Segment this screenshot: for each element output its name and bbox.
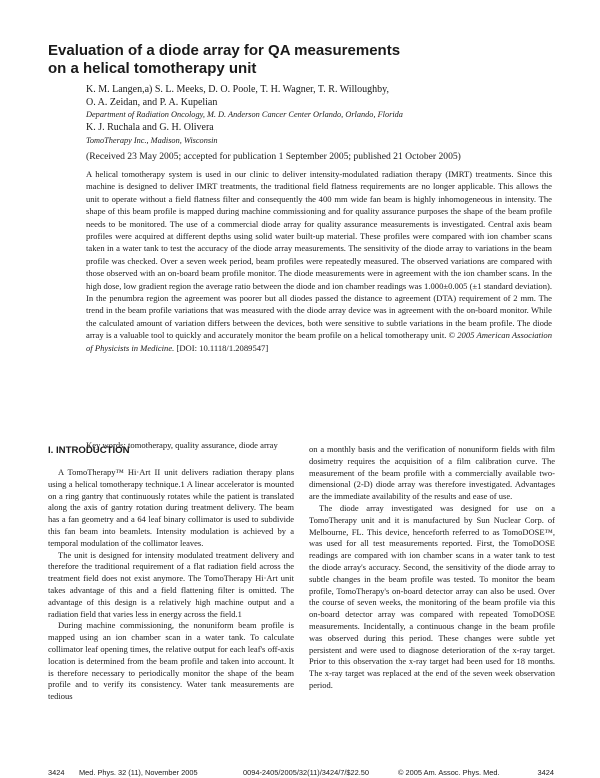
paragraph: The unit is designed for intensity modulated treatment delivery and therefore the traditional requirement of a flat radiation field across the treatment field does not exist anymore. The TomoTherapy Hi·Art unit takes advantage of this and a field flattening filter is omitted. The advantage of this design is a relatively high machine output and a radiation field that varies less in energy across the field.1 [48,549,294,619]
abstract-doi: [DOI: 10.1118/1.2089547] [176,342,269,353]
section-heading: I. INTRODUCTION [48,445,130,456]
author-names-line-2: O. A. Zeidan, and P. A. Kupelian [86,96,218,108]
title-line-2: on a helical tomotherapy unit [48,60,257,77]
title-line-1: Evaluation of a diode array for QA measurements [48,42,401,59]
footer-page-number-right: 3424 [537,768,554,777]
page-footer [48,768,554,778]
paragraph: During machine commissioning, the nonuniform beam profile is mapped using an ion chamber scan in a water tank. To calculate collimator leaf opening times, the relative output for each leaf's off-axis location is determined from the beam profile and taken into account. It is therefore necessary to periodically monitor the shape of the beam profile and to verify its consistency. Water tank measurements are tedious [48,620,294,702]
abstract-copyright: © 2005 American Association of Physicists in Medicine. [86,330,552,353]
footer-article-code: 0094-2405/2005/32(11)/3424/7/$22.50 [243,768,370,777]
footer-journal: Med. Phys. 32 (11), November 2005 [79,768,198,777]
author-names-2: K. J. Ruchala and G. H. Olivera [86,122,214,133]
author-block-1 [86,84,556,122]
left-column [48,445,294,703]
author-names-line-1: K. M. Langen,a) S. L. Meeks, D. O. Poole, T. H. Wagner, T. R. Willoughby, [86,84,389,95]
paragraph: on a monthly basis and the verification of nonuniform fields with film dosimetry requires the acquisition of a film calibration curve. The measurement of the beam profile with a commercially available two-dimensional (2-D) diode array was therefore investigated. Advantages are the immediate availability of the results and ease of use. [309,444,555,502]
keywords: Key words: tomotherapy, quality assurance, diode array [86,440,278,450]
abstract [86,168,552,354]
author-affiliation-1: Department of Radiation Oncology, M. D. Anderson Cancer Center Orlando, Orlando, Florida [86,110,403,120]
article-title [48,42,568,78]
publication-dates: (Received 23 May 2005; accepted for publication 1 September 2005; published 21 October 2005) [86,151,461,162]
footer-page-number-left: 3424 [48,768,65,777]
paragraph: A TomoTherapy™ Hi·Art II unit delivers radiation therapy plans using a helical tomotherapy technique.1 A linear accelerator is mounted on a ring gantry that continuously rotates while the patient is translated along the axis of gantry rotation during treatment delivery. The beam has a fan geometry and a 64 leaf binary collimator is used to subdivide this fan beam into beamlets. Intensity modulation is achieved by a temporal modulation of the collimator leaves. [48,467,294,548]
abstract-body: A helical tomotherapy system is used in our clinic to deliver intensity-modulated radiation therapy (IMRT) treatments. Since this machine is designed to deliver IMRT treatments, the traditional field flatness requirements are no longer applicable. This allows the unit to operate without a field flatness filter and consequently the 400 mm wide fan beam is highly inhomogeneous in intensity. The shape of this beam profile is mapped during machine commissioning and for quality assurance purposes the shape of the beam profile needs to be monitored. The use of a commercial diode array for quality assurance measurements is investigated. Central axis beam profiles were acquired at different depths using solid water built-up material. These profiles were compared with ion chamber scans taken in a water tank to test the accuracy of the diode array measurements. The sensitivity of the diode array to variations in the beam profile was checked. Over a seven week period, beam profiles were repeatedly measured. The observed variations are compared with those observed with an on-board beam profile monitor. The diode measurements were in agreement with the ion chamber scans. In the high dose, low gradient region the average ratio between the diode and ion chamber readings was 1.000±0.005 (±1 standard deviation). In the penumbra region the agreement was poorer but all diodes passed the distance to agreement (DTA) requirement of 2 mm. The trend in the beam profile variations that was measured with the diode array device was in agreement with the on-board monitor. While the calculated amount of variation differs between the devices, both were sensitive to subtle variations in the beam profile. The diode array is a valuable tool to quickly and accurately monitor the beam profile on a helical tomotherapy unit. [86,169,552,341]
author-affiliation-2: TomoTherapy Inc., Madison, Wisconsin [86,135,218,145]
right-column [309,444,555,692]
footer-copyright: © 2005 Am. Assoc. Phys. Med. [398,768,500,777]
author-block-2 [86,122,556,147]
paragraph: The diode array investigated was designed for use on a TomoTherapy unit and it is manufactured by Sun Nuclear Corp. of Melbourne, FL. This device, henceforth referred to as TomoDOSE™, was used for all test measurements reported. First, the TomoDOSE readings are compared with ion chamber scans in a water tank to test the diode array's accuracy. Second, the sensitivity of the diode array to subtle changes in the beam profile was tested. To monitor the beam profile, TomoTherapy's on-board detector array can also be used. Over the course of seven weeks, the monitoring of the beam profile via this on-board detector array was compared with repeated TomoDOSE measurements. Incidentally, a continuous change in the beam profile was observed during this period. These changes were subtle yet persistent and were used to diagnose deterioration of the x-ray target. Prior to this observation the x-ray target had been used for 18 months. The x-ray target was replaced at the end of the seven week observation period. [309,502,555,690]
